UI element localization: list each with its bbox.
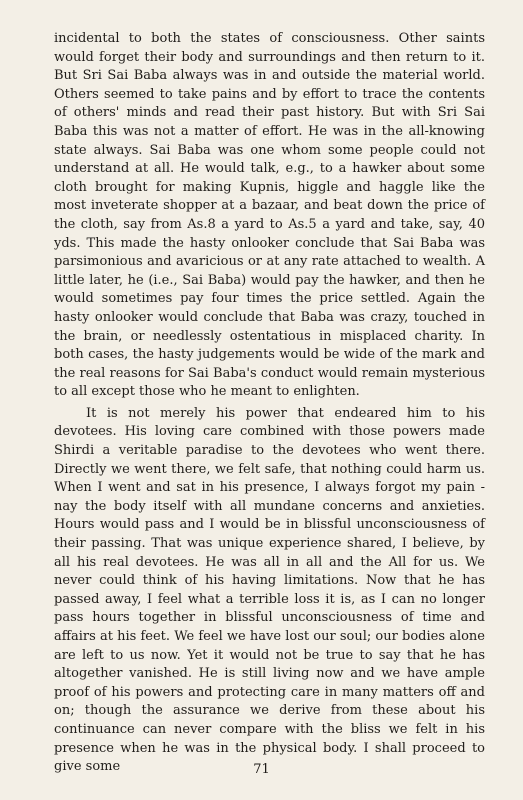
page-number: 71	[253, 762, 270, 777]
paragraph-2: It is not merely his power that endeared him to his devotees. His loving care combined with those powers made Shirdi a veritable paradise to the devotees who went there. Directly we went there, we felt safe, that nothing could harm us. When I went and sat in his presence, I always forgot my pain - nay the body itself with all mundane concerns and anxieties. Hours would pass and I would be in blissful unconsciousness of their passing. That was unique experience shared, I believe, by all his real devotees. He was all in all and the All for us. We never could think of his having limitations. Now that he has passed away, I feel what a terrible loss it is, as I can no longer pass hours together in blissful unconsciousness of time and affairs at his feet. We feel we have lost our soul; our bodies alone are left to us now. Yet it would not be true to say that he has altogether vanished. He is still living now and we have ample proof of his powers and protecting care in many matters off and on; though the assurance we derive from these about his continuance can never compare with the bliss we felt in his presence when he was in the physical body. I shall proceed to give some	[54, 405, 485, 775]
body-text	[54, 30, 485, 777]
paragraph-1: incidental to both the states of consciousness. Other saints would forget their body and surroundings and then return to it. But Sri Sai Baba always was in and outside the material world. Others seemed to take pains and by effort to trace the contents of others' minds and read their past history. But with Sri Sai Baba this was not a matter of effort. He was in the all-knowing state always. Sai Baba was one whom some people could not understand at all. He would talk, e.g., to a hawker about some cloth brought for making Kupnis, higgle and haggle like the most inveterate shopper at a bazaar, and beat down the price of the cloth, say from As.8 a yard to As.5 a yard and take, say, 40 yds. This made the hasty onlooker conclude that Sai Baba was parsimonious and avaricious or at any rate attached to wealth. A little later, he (i.e., Sai Baba) would pay the hawker, and then he would sometimes pay four times the price settled. Again the hasty onlooker would conclude that Baba was crazy, touched in the brain, or needlessly ostentatious in misplaced charity. In both cases, the hasty judgements would be wide of the mark and the real reasons for Sai Baba's conduct would remain mysterious to all except those who he meant to enlighten.	[54, 31, 485, 400]
